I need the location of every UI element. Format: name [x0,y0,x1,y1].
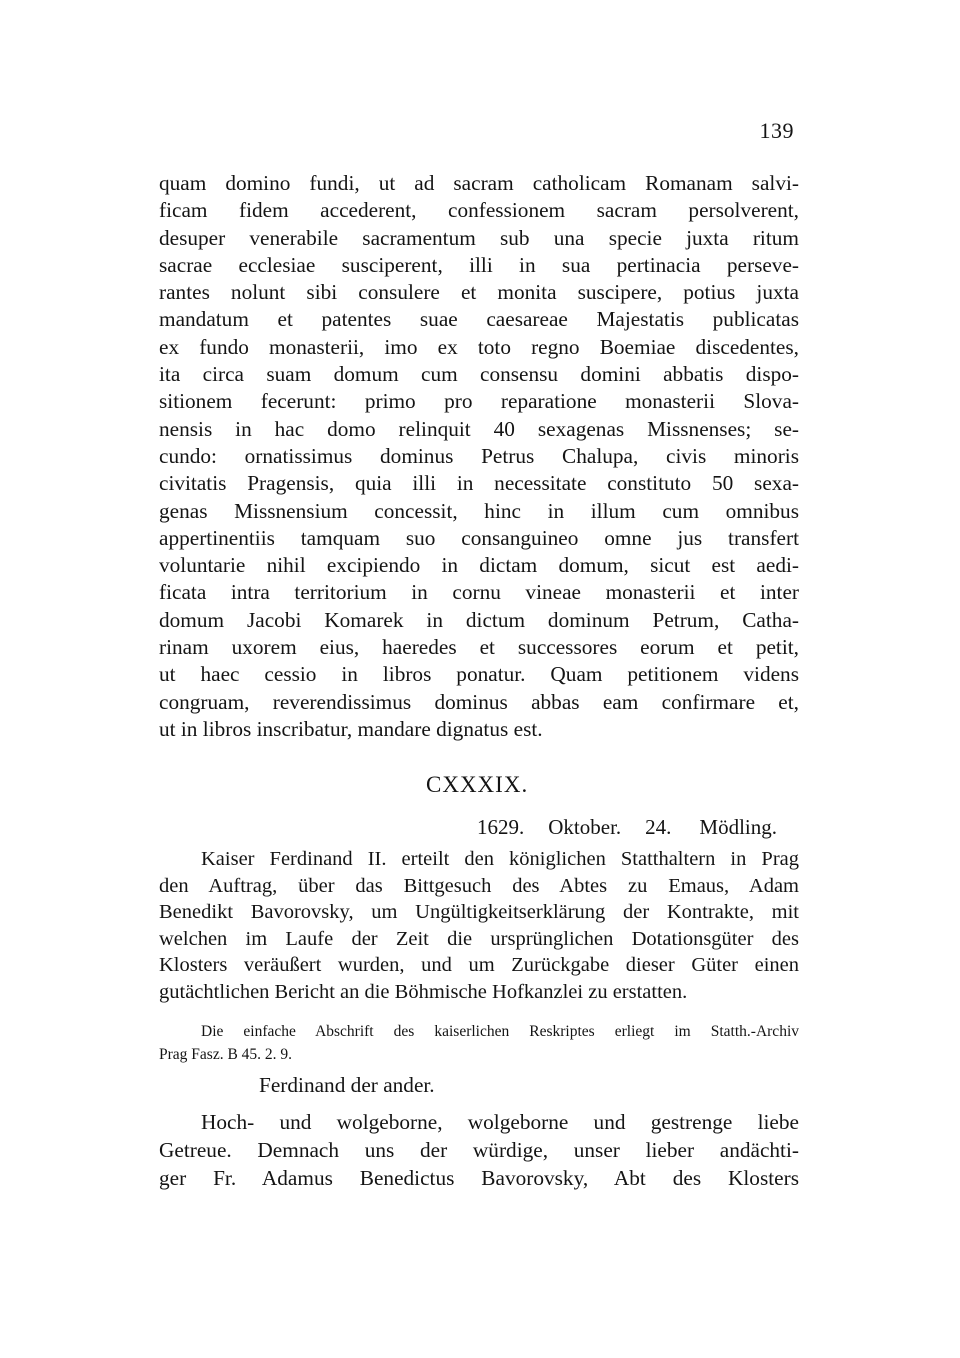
body-line: genas Missnensium concessit, hinc in illum cum omnibus [159,498,799,523]
body-line: ut haec cessio in libros ponatur. Quam petitionem videns [159,662,799,687]
letter-line: Getreue. Demnach uns der würdige, unser lieber andächti- [159,1138,799,1162]
body-line: ita circa suam domum cum consensu domini abbatis dispo- [159,362,799,387]
body-line: rinam uxorem eius, haeredes et successores eorum et petit, [159,635,799,660]
body-line: domum Jacobi Komarek in dictum dominum Petrum, Catha- [159,607,799,632]
summary-line: welchen im Laufe der Zeit die ursprünglichen Dotationsgüter des [159,927,799,950]
date-year: 1629. [477,815,525,839]
body-line: quam domino fundi, ut ad sacram catholicam Romanam salvi- [159,171,799,195]
body-line: rantes nolunt sibi consulere et monita suscipere, potius juxta [159,280,799,305]
body-line: mandatum et patentes suae caesareae Majestatis publicatas [159,307,799,332]
body-line: nensis in hac domo relinquit 40 sexagenas Missnenses; se- [159,416,799,441]
body-line: sacrae ecclesiae susciperent, illi in sua pertinacia perseve- [159,252,799,277]
body-line: civitatis Pragensis, quia illi in necessitate constituto 50 sexa- [159,471,799,496]
page-number: 139 [759,118,794,143]
body-line: desuper venerabile sacramentum sub una specie juxta ritum [159,225,799,250]
document-number: CXXXIX. [426,772,529,797]
summary-line: Benedikt Bavorovsky, um Ungültigkeitserklärung der Kontrakte, mit [159,901,799,923]
date-month: Oktober. [548,815,622,839]
summary-line: gutächtlichen Bericht an die Böhmische Hofkanzlei zu erstatten. [159,980,688,1003]
body-line: cundo: ornatissimus dominus Petrus Chalupa, civis minoris [159,443,799,468]
body-line: voluntarie nihil excipiendo in dictam domum, sicut est aedi- [159,553,799,578]
summary-line: Klosters veräußert wurden, und um Zurückgabe dieser Güter einen [159,954,799,976]
dateline [477,815,777,840]
body-line: ficata intra territorium in cornu vineae monasterii et inter [159,580,799,605]
source-note [159,1021,799,1066]
body-line: sitionem fecerunt: primo pro reparatione monasterii Slova- [159,389,799,414]
date-place: Mödling. [699,815,777,839]
source-note-line: Prag Fasz. B 45. 2. 9. [159,1045,293,1063]
letter-line: Hoch- und wolgeborne, wolgeborne und gestrenge liebe [201,1110,799,1134]
summary-line: den Auftrag, über das Bittgesuch des Abtes zu Emaus, Adam [159,874,799,897]
body-line: ex fundo monasterii, imo ex toto regno Boemiae discedentes, [159,334,799,359]
source-note-line: Die einfache Abschrift des kaiserlichen Reskriptes erliegt im Statth.-Archiv [201,1023,799,1040]
body-paragraph [159,170,799,743]
document-summary [159,846,799,1005]
body-line: congruam, reverendissimus dominus abbas eam confirmare et, [159,689,799,714]
date-day: 24. [645,815,672,839]
letter-text [159,1108,799,1192]
body-line: appertinentiis tamquam suo consanguineo omne jus transfert [159,525,799,550]
letter-sender: Ferdinand der ander. [259,1073,435,1097]
body-line: ficam fidem accederent, confessionem sacram persolverent, [159,198,799,223]
summary-line: Kaiser Ferdinand II. erteilt den königlichen Statthaltern in Prag [201,848,799,870]
body-line: ut in libros inscribatur, mandare dignatus est. [159,716,543,741]
letter-line: ger Fr. Adamus Benedictus Bavorovsky, Abt des Klosters [159,1166,799,1190]
